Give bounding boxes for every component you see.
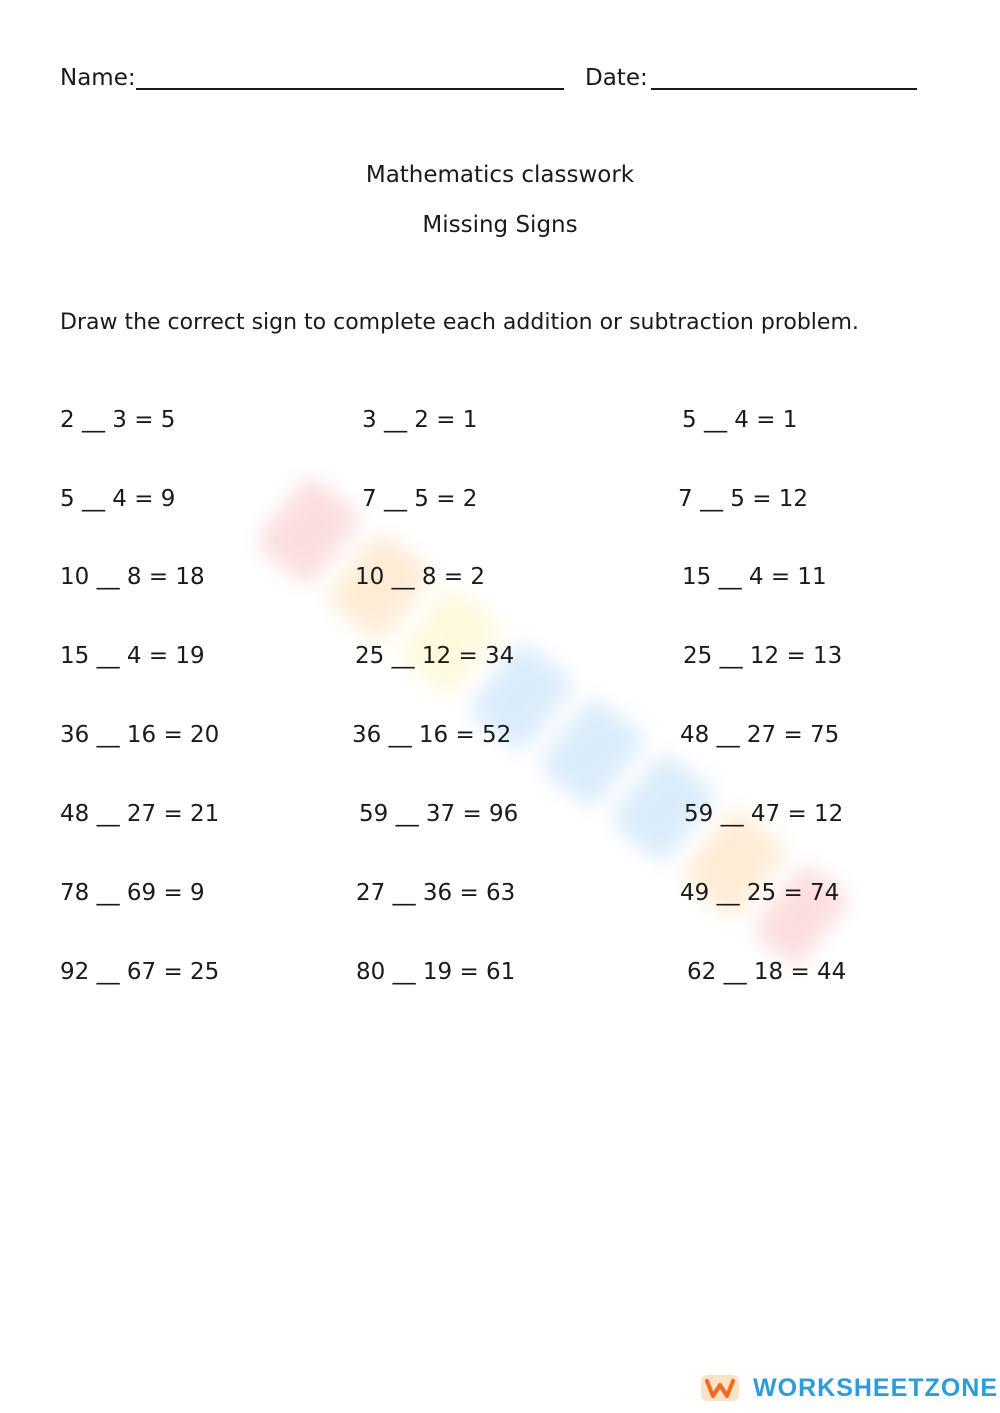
problem-item[interactable]: 62 __ 18 = 44: [687, 959, 847, 985]
problem-item[interactable]: 36 __ 16 = 52: [352, 722, 512, 748]
problem-item[interactable]: 59 __ 47 = 12: [684, 801, 844, 827]
problem-item[interactable]: 10 __ 8 = 2: [355, 564, 486, 590]
brand-name-primary: WORKSHEET: [753, 1373, 925, 1402]
date-field-line[interactable]: [651, 62, 917, 90]
problem-item[interactable]: 15 __ 4 = 19: [60, 643, 205, 669]
problem-item[interactable]: 59 __ 37 = 96: [359, 801, 519, 827]
date-label: Date:: [585, 65, 648, 91]
problem-item[interactable]: 92 __ 67 = 25: [60, 959, 220, 985]
problem-item[interactable]: 15 __ 4 = 11: [682, 564, 827, 590]
instructions: Draw the correct sign to complete each addition or subtraction problem.: [60, 310, 859, 335]
page-title: Mathematics classwork: [365, 162, 635, 188]
name-field-line[interactable]: [136, 62, 564, 90]
brand-name-secondary: ZONE: [924, 1373, 998, 1402]
problem-item[interactable]: 49 __ 25 = 74: [680, 880, 840, 906]
problem-item[interactable]: 27 __ 36 = 63: [356, 880, 516, 906]
problem-item[interactable]: 2 __ 3 = 5: [60, 407, 176, 433]
problem-item[interactable]: 3 __ 2 = 1: [362, 407, 478, 433]
problem-item[interactable]: 48 __ 27 = 75: [680, 722, 840, 748]
problem-item[interactable]: 25 __ 12 = 34: [355, 643, 515, 669]
name-label: Name:: [60, 65, 136, 91]
worksheetzone-logo-icon: [701, 1373, 739, 1403]
problem-item[interactable]: 5 __ 4 = 1: [682, 407, 798, 433]
watermark-logo: [150, 360, 910, 1060]
header-row: [60, 62, 940, 96]
problem-item[interactable]: 7 __ 5 = 2: [362, 486, 478, 512]
problem-item[interactable]: 36 __ 16 = 20: [60, 722, 220, 748]
problem-item[interactable]: 25 __ 12 = 13: [683, 643, 843, 669]
problem-item[interactable]: 5 __ 4 = 9: [60, 486, 176, 512]
problem-item[interactable]: 80 __ 19 = 61: [356, 959, 516, 985]
page-subtitle: Missing Signs: [422, 212, 578, 238]
problem-item[interactable]: 78 __ 69 = 9: [60, 880, 205, 906]
problem-item[interactable]: 10 __ 8 = 18: [60, 564, 205, 590]
problem-item[interactable]: 48 __ 27 = 21: [60, 801, 220, 827]
footer-brand: [701, 1371, 998, 1405]
problem-item[interactable]: 7 __ 5 = 12: [678, 486, 809, 512]
